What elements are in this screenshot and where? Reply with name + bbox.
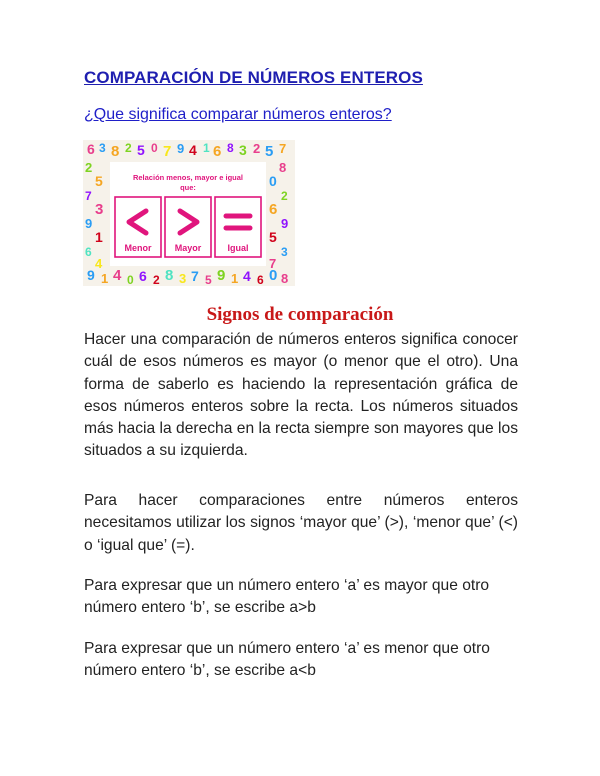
svg-text:3: 3 [239, 142, 247, 158]
svg-text:3: 3 [281, 245, 288, 259]
svg-text:8: 8 [111, 143, 120, 160]
svg-text:2: 2 [253, 141, 261, 156]
svg-text:7: 7 [279, 141, 287, 156]
svg-text:3: 3 [179, 271, 187, 286]
svg-text:8: 8 [227, 141, 234, 155]
svg-text:6: 6 [85, 245, 92, 259]
svg-text:8: 8 [165, 267, 174, 284]
svg-text:9: 9 [217, 267, 226, 284]
svg-text:1: 1 [101, 271, 109, 286]
svg-text:9: 9 [281, 216, 289, 231]
section-title: Signos de comparación [206, 304, 394, 325]
svg-text:6: 6 [87, 141, 95, 157]
svg-text:2: 2 [153, 273, 160, 286]
svg-text:4: 4 [113, 267, 122, 284]
svg-text:4: 4 [243, 268, 251, 284]
svg-text:6: 6 [257, 273, 264, 286]
paragraph-comparison-definition: Hacer una comparación de números enteros significa conocer cuál de esos números es mayor (o menor que el otro). Una forma de saberlo es haciendo la representación gráfica de esos números enteros sobre la recta. Los números situados más hacia la derecha en la recta siempre son mayores que los situados a su izquierda. [84, 331, 518, 460]
svg-text:9: 9 [177, 141, 185, 156]
svg-text:4: 4 [189, 142, 197, 158]
svg-text:0: 0 [127, 273, 134, 286]
svg-text:5: 5 [205, 273, 212, 286]
svg-text:5: 5 [265, 143, 274, 160]
paragraph-less-than: Para expresar que un número entero ‘a’ es menor que otro número entero ‘b’, se escribe a<b [84, 640, 490, 680]
svg-text:6: 6 [269, 201, 278, 218]
svg-text:7: 7 [269, 256, 277, 271]
comparison-signs-figure [83, 140, 295, 286]
svg-text:6: 6 [139, 268, 147, 284]
svg-text:0: 0 [269, 267, 278, 284]
label-menor: Menor [124, 243, 152, 253]
svg-text:3: 3 [95, 201, 104, 218]
svg-text:1: 1 [95, 229, 103, 245]
svg-text:8: 8 [279, 160, 287, 175]
svg-text:7: 7 [85, 189, 92, 203]
svg-text:2: 2 [125, 141, 132, 155]
subtitle-link[interactable]: ¿Que significa comparar números enteros? [84, 106, 392, 123]
svg-text:5: 5 [269, 229, 277, 245]
svg-text:7: 7 [163, 143, 172, 160]
svg-text:7: 7 [191, 268, 199, 284]
svg-text:2: 2 [281, 189, 288, 203]
document-title: COMPARACIÓN DE NÚMEROS ENTEROS [84, 68, 423, 87]
comparison-signs-illustration [83, 140, 295, 286]
svg-text:9: 9 [87, 267, 95, 283]
svg-text:8: 8 [281, 271, 289, 286]
figure-heading-line2: que: [180, 183, 196, 192]
svg-text:0: 0 [151, 141, 158, 155]
svg-text:6: 6 [213, 143, 222, 160]
svg-text:2: 2 [85, 160, 93, 175]
svg-text:1: 1 [203, 141, 210, 155]
svg-text:1: 1 [231, 271, 239, 286]
svg-text:3: 3 [99, 141, 106, 155]
svg-text:5: 5 [95, 173, 103, 189]
label-igual: Igual [227, 243, 249, 253]
svg-text:0: 0 [269, 173, 277, 189]
svg-text:5: 5 [137, 142, 145, 158]
paragraph-comparison-signs: Para hacer comparaciones entre números enteros necesitamos utilizar los signos ‘mayor que’ (>), ‘menor que’ (<) o ‘igual que’ (=). [84, 492, 518, 554]
label-mayor: Mayor [174, 243, 202, 253]
svg-text:9: 9 [85, 216, 93, 231]
figure-heading-line1: Relación menos, mayor e igual [132, 173, 244, 182]
paragraph-greater-than: Para expresar que un número entero ‘a’ es mayor que otro número entero ‘b’, se escribe a>b [84, 577, 490, 617]
svg-text:4: 4 [95, 256, 103, 271]
